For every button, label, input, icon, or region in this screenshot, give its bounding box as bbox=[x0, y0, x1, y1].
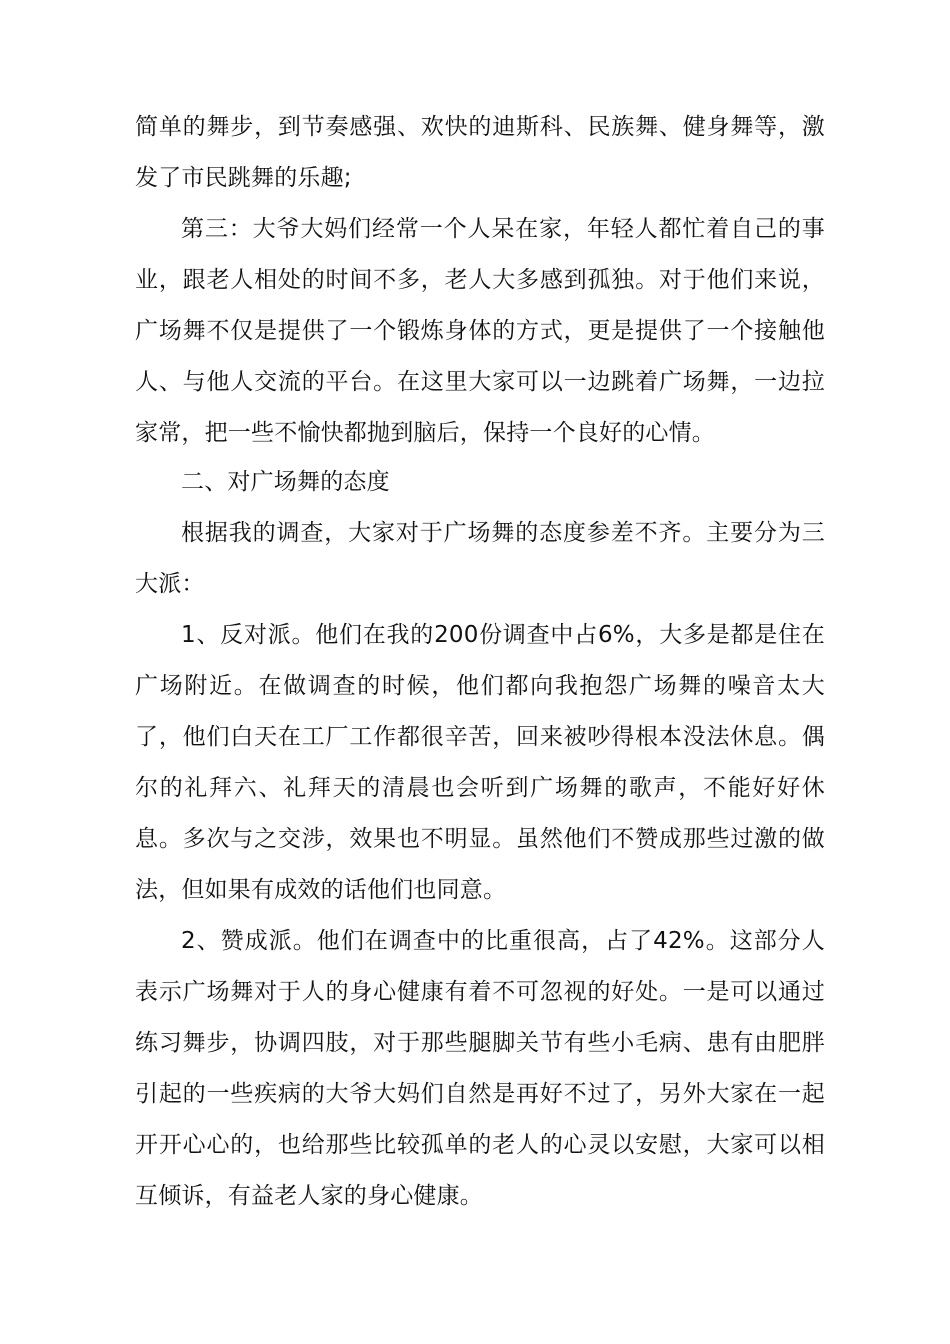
section-heading-attitude: 二、对广场舞的态度 bbox=[181, 469, 390, 495]
paragraph-support-group: 2、赞成派。他们在调查中的比重很高，占了42%。这部分人表示广场舞对于人的身心健康有着不可忽视的好处。一是可以通过练习舞步，协调四肢，对于那些腿脚关节有些小毛病、患有由肥胖引起的一些疾病的大爷大妈们自然是再好不过了，另外大家在一起开开心心的，也给那些比较孤单的老人的心灵以安慰，大家可以相互倾诉，有益老人家的身心健康。 bbox=[135, 928, 825, 1209]
paragraph-survey-intro: 根据我的调查，大家对于广场舞的态度参差不齐。主要分为三大派： bbox=[135, 520, 825, 597]
paragraph-opposition-group: 1、反对派。他们在我的200份调查中占6%，大多是都是住在广场附近。在做调查的时候，他们都向我抱怨广场舞的噪音太大了，他们白天在工厂工作都很辛苦，回来被吵得根本没法休息。偶尔的礼拜六、礼拜天的清晨也会听到广场舞的歌声，不能好好休息。多次与之交涉，效果也不明显。虽然他们不赞成那些过激的做法，但如果有成效的话他们也同意。 bbox=[135, 622, 825, 903]
paragraph-dance-styles: 简单的舞步，到节奏感强、欢快的迪斯科、民族舞、健身舞等，激发了市民跳舞的乐趣; bbox=[135, 114, 825, 191]
paragraph-third-reason: 第三：大爷大妈们经常一个人呆在家，年轻人都忙着自己的事业，跟老人相处的时间不多，老人大多感到孤独。对于他们来说，广场舞不仅是提供了一个锻炼身体的方式，更是提供了一个接触他人、与他人交流的平台。在这里大家可以一边跳着广场舞，一边拉家常，把一些不愉快都抛到脑后，保持一个良好的心情。 bbox=[135, 216, 825, 446]
